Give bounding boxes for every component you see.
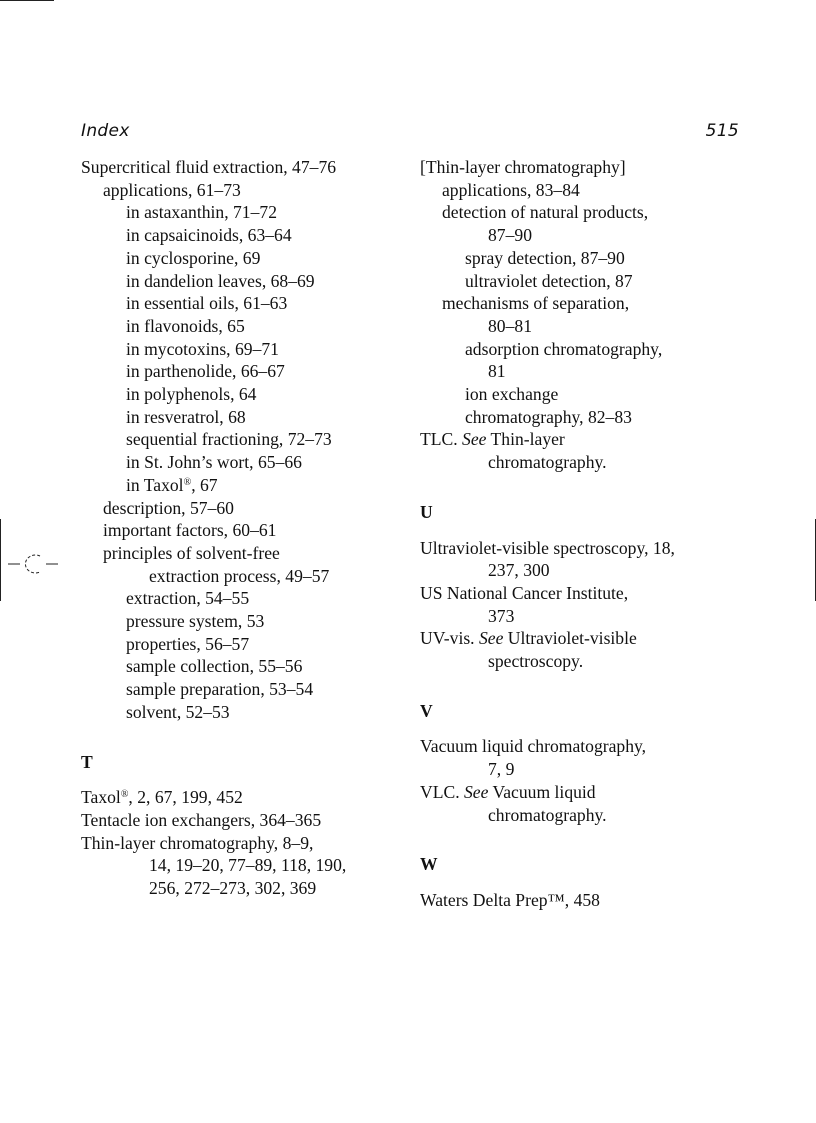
index-subentry: detection of natural products, (442, 202, 649, 223)
cross-reference: Thin-layer (486, 429, 565, 450)
index-entry: Tentacle ion exchangers, 364–365 (81, 809, 322, 830)
index-subentry: applications, 61–73 (103, 179, 241, 200)
see-reference: See (478, 628, 504, 649)
index-subsubentry: in resveratrol, 68 (126, 406, 246, 427)
index-subsubentry: ultraviolet detection, 87 (465, 270, 633, 291)
entry-term: VLC. (420, 781, 464, 802)
index-subsubentry: sample preparation, 53–54 (126, 679, 314, 700)
entry-term: in Taxol (126, 474, 184, 495)
index-subsubentry: properties, 56–57 (126, 633, 250, 654)
index-column-left (81, 156, 401, 900)
page-number: 515 (705, 121, 739, 141)
index-subentry: applications, 83–84 (442, 179, 580, 200)
index-column-right (420, 156, 740, 912)
section-letter-w: W (420, 854, 438, 875)
index-entry: Waters Delta Prep™, 458 (420, 889, 600, 910)
section-letter-u: U (420, 501, 433, 522)
see-reference: See (462, 429, 487, 450)
registration-mark-icon (8, 549, 58, 579)
entry-pages: , 67 (191, 474, 218, 495)
index-subsubentry: in parthenolide, 66–67 (126, 361, 285, 382)
index-subsubentry: sample collection, 55–56 (126, 656, 303, 677)
running-head (81, 121, 739, 143)
running-head-title: Index (81, 121, 130, 141)
index-subsubentry: in capsaicinoids, 63–64 (126, 225, 292, 246)
cross-reference: Vacuum liquid (488, 781, 596, 802)
registered-mark: ® (183, 476, 192, 488)
index-subsubentry: in mycotoxins, 69–71 (126, 338, 279, 359)
index-subsubentry: adsorption chromatography, (465, 338, 663, 359)
index-subsubentry: solvent, 52–53 (126, 701, 230, 722)
index-subsubentry: in essential oils, 61–63 (126, 293, 288, 314)
index-continuation: 87–90 (488, 225, 532, 246)
section-letter-v: V (420, 700, 433, 721)
index-continuation: spectroscopy. (488, 651, 584, 672)
cross-reference: Ultraviolet-visible (503, 628, 637, 649)
index-subsubentry: chromatography, 82–83 (465, 406, 632, 427)
entry-term: TLC. (420, 429, 463, 450)
index-continuation: chromatography. (488, 452, 607, 473)
index-continuation: 237, 300 (488, 560, 550, 581)
index-subsubentry: pressure system, 53 (126, 611, 265, 632)
index-entry: [Thin-layer chromatography] (420, 157, 626, 177)
index-subsubentry (81, 474, 401, 497)
entry-term: UV-vis. (420, 628, 479, 649)
index-continuation: extraction process, 49–57 (149, 565, 330, 586)
index-subsubentry: in St. John’s wort, 65–66 (126, 452, 302, 473)
see-reference: See (463, 781, 489, 802)
index-entry: US National Cancer Institute, (420, 582, 629, 603)
index-entry (81, 786, 401, 809)
index-continuation: 81 (488, 361, 506, 382)
index-subsubentry: sequential fractioning, 72–73 (126, 429, 332, 450)
registered-mark: ® (120, 789, 129, 801)
crop-mark-top (0, 0, 54, 1)
index-entry: Ultraviolet-visible spectroscopy, 18, (420, 537, 675, 558)
index-continuation: 80–81 (488, 315, 532, 336)
index-continuation: 373 (488, 605, 515, 626)
section-letter-t: T (81, 751, 93, 772)
index-entry: Supercritical fluid extraction, 47–76 (81, 157, 337, 177)
index-entry: Thin-layer chromatography, 8–9, (81, 832, 314, 853)
crop-mark-left (0, 519, 1, 601)
index-subsubentry: spray detection, 87–90 (465, 247, 625, 268)
index-subentry: mechanisms of separation, (442, 293, 630, 314)
index-continuation: 14, 19–20, 77–89, 118, 190, (149, 855, 347, 876)
index-entry (420, 428, 740, 451)
index-subentry: description, 57–60 (103, 497, 234, 518)
index-subentry: principles of solvent-free (103, 542, 280, 563)
index-continuation: 7, 9 (488, 759, 515, 780)
index-subsubentry: ion exchange (465, 384, 559, 405)
index-entry (420, 627, 740, 650)
index-subentry: important factors, 60–61 (103, 520, 277, 541)
entry-term: Taxol (81, 787, 121, 808)
index-subsubentry: in dandelion leaves, 68–69 (126, 270, 315, 291)
index-entry (420, 781, 740, 804)
index-continuation: 256, 272–273, 302, 369 (149, 878, 317, 899)
index-subsubentry: extraction, 54–55 (126, 588, 250, 609)
index-subsubentry: in astaxanthin, 71–72 (126, 202, 277, 223)
index-subsubentry: in cyclosporine, 69 (126, 247, 261, 268)
index-entry: Vacuum liquid chromatography, (420, 736, 647, 757)
index-continuation: chromatography. (488, 804, 607, 825)
index-subsubentry: in polyphenols, 64 (126, 384, 257, 405)
index-subsubentry: in flavonoids, 65 (126, 315, 245, 336)
entry-pages: , 2, 67, 199, 452 (128, 787, 243, 808)
